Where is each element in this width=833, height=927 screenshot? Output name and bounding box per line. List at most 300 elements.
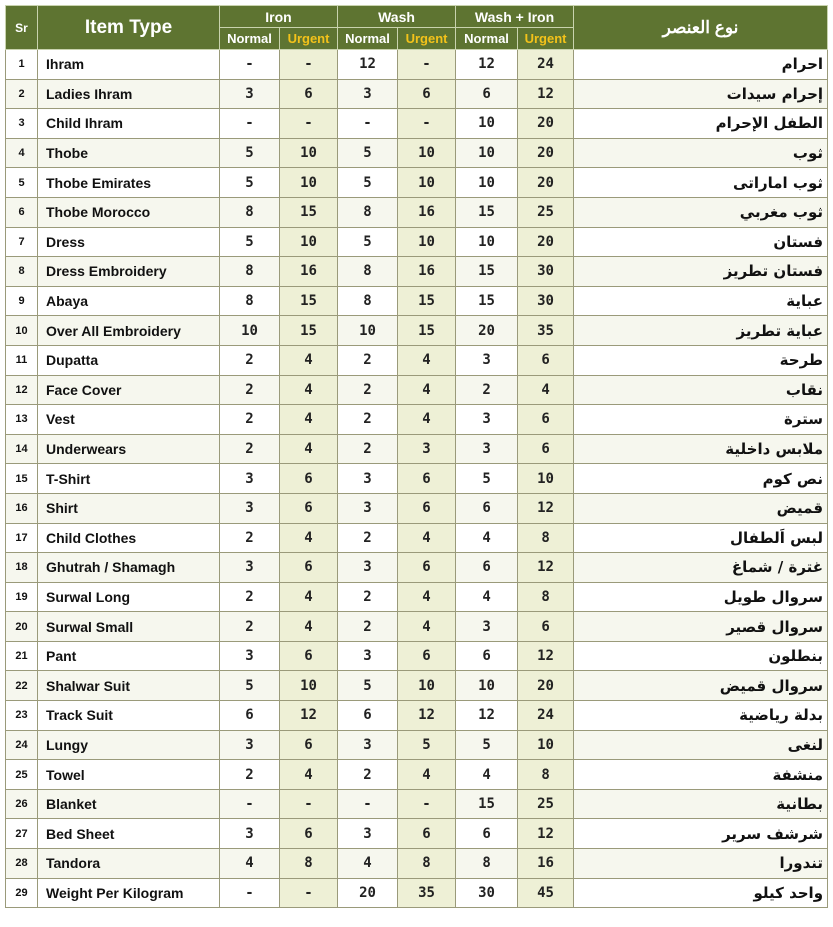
header-wash-iron-normal: Normal xyxy=(456,28,518,50)
wash-iron-urgent-price: 35 xyxy=(518,316,574,346)
iron-normal-price: 5 xyxy=(220,168,280,198)
wash-urgent-price: 6 xyxy=(398,819,456,849)
wash-iron-normal-price: 5 xyxy=(456,730,518,760)
header-wash-normal: Normal xyxy=(338,28,398,50)
wash-iron-urgent-price: 20 xyxy=(518,671,574,701)
item-name: Dupatta xyxy=(38,345,220,375)
wash-normal-price: 3 xyxy=(338,493,398,523)
wash-iron-normal-price: 8 xyxy=(456,849,518,879)
item-name-arabic: لبس اَلطفال xyxy=(574,523,828,553)
wash-normal-price: 2 xyxy=(338,434,398,464)
row-sr: 27 xyxy=(6,819,38,849)
wash-iron-urgent-price: 30 xyxy=(518,286,574,316)
iron-urgent-price: 10 xyxy=(280,227,338,257)
wash-iron-urgent-price: 25 xyxy=(518,789,574,819)
price-list xyxy=(5,5,827,908)
wash-urgent-price: - xyxy=(398,789,456,819)
iron-normal-price: 2 xyxy=(220,612,280,642)
iron-urgent-price: 6 xyxy=(280,819,338,849)
item-name-arabic: سروال قميض xyxy=(574,671,828,701)
row-sr: 7 xyxy=(6,227,38,257)
wash-iron-urgent-price: 6 xyxy=(518,434,574,464)
row-sr: 11 xyxy=(6,345,38,375)
table-row xyxy=(6,257,828,287)
table-row xyxy=(6,760,828,790)
header-item-type: Item Type xyxy=(38,6,220,50)
wash-urgent-price: 35 xyxy=(398,878,456,908)
wash-iron-normal-price: 4 xyxy=(456,523,518,553)
iron-urgent-price: 16 xyxy=(280,257,338,287)
row-sr: 16 xyxy=(6,493,38,523)
wash-urgent-price: 6 xyxy=(398,464,456,494)
wash-urgent-price: 10 xyxy=(398,671,456,701)
wash-urgent-price: 4 xyxy=(398,612,456,642)
wash-urgent-price: 10 xyxy=(398,168,456,198)
row-sr: 22 xyxy=(6,671,38,701)
header-arabic-item-type: نوع العنصر xyxy=(574,6,828,50)
wash-iron-urgent-price: 24 xyxy=(518,50,574,80)
table-row xyxy=(6,730,828,760)
item-name-arabic: احرام xyxy=(574,50,828,80)
item-name: Ladies Ihram xyxy=(38,79,220,109)
iron-urgent-price: 4 xyxy=(280,434,338,464)
iron-urgent-price: 4 xyxy=(280,612,338,642)
wash-urgent-price: - xyxy=(398,109,456,139)
wash-normal-price: 8 xyxy=(338,286,398,316)
wash-iron-normal-price: 3 xyxy=(456,405,518,435)
iron-normal-price: 5 xyxy=(220,671,280,701)
item-name-arabic: منشفة xyxy=(574,760,828,790)
iron-normal-price: 3 xyxy=(220,79,280,109)
wash-iron-urgent-price: 8 xyxy=(518,582,574,612)
row-sr: 4 xyxy=(6,138,38,168)
table-row xyxy=(6,197,828,227)
wash-iron-normal-price: 10 xyxy=(456,168,518,198)
item-name: T-Shirt xyxy=(38,464,220,494)
wash-iron-normal-price: 12 xyxy=(456,701,518,731)
row-sr: 18 xyxy=(6,553,38,583)
iron-urgent-price: - xyxy=(280,50,338,80)
row-sr: 10 xyxy=(6,316,38,346)
wash-iron-normal-price: 6 xyxy=(456,553,518,583)
wash-urgent-price: 6 xyxy=(398,79,456,109)
wash-iron-urgent-price: 10 xyxy=(518,730,574,760)
wash-normal-price: 5 xyxy=(338,227,398,257)
iron-normal-price: 2 xyxy=(220,760,280,790)
item-name-arabic: سروال قصير xyxy=(574,612,828,642)
wash-urgent-price: 8 xyxy=(398,849,456,879)
table-row xyxy=(6,849,828,879)
wash-iron-normal-price: 10 xyxy=(456,109,518,139)
wash-normal-price: - xyxy=(338,109,398,139)
item-name: Child Clothes xyxy=(38,523,220,553)
wash-iron-urgent-price: 30 xyxy=(518,257,574,287)
wash-urgent-price: 15 xyxy=(398,316,456,346)
table-row xyxy=(6,405,828,435)
header-iron-urgent: Urgent xyxy=(280,28,338,50)
item-name-arabic: ثوب xyxy=(574,138,828,168)
wash-iron-normal-price: 10 xyxy=(456,671,518,701)
table-row xyxy=(6,878,828,908)
iron-normal-price: 3 xyxy=(220,493,280,523)
row-sr: 6 xyxy=(6,197,38,227)
item-name: Vest xyxy=(38,405,220,435)
item-name-arabic: قميض xyxy=(574,493,828,523)
item-name: Track Suit xyxy=(38,701,220,731)
wash-iron-normal-price: 15 xyxy=(456,789,518,819)
wash-urgent-price: 4 xyxy=(398,345,456,375)
wash-normal-price: 2 xyxy=(338,405,398,435)
wash-normal-price: 3 xyxy=(338,730,398,760)
wash-urgent-price: 3 xyxy=(398,434,456,464)
row-sr: 23 xyxy=(6,701,38,731)
item-name-arabic: لنغى xyxy=(574,730,828,760)
item-name: Blanket xyxy=(38,789,220,819)
wash-iron-urgent-price: 8 xyxy=(518,523,574,553)
iron-urgent-price: 15 xyxy=(280,286,338,316)
table-row xyxy=(6,493,828,523)
wash-iron-normal-price: 5 xyxy=(456,464,518,494)
row-sr: 14 xyxy=(6,434,38,464)
wash-iron-normal-price: 10 xyxy=(456,227,518,257)
wash-urgent-price: 4 xyxy=(398,405,456,435)
row-sr: 17 xyxy=(6,523,38,553)
row-sr: 20 xyxy=(6,612,38,642)
wash-urgent-price: 4 xyxy=(398,523,456,553)
header-wash-iron: Wash + Iron xyxy=(456,6,574,28)
item-name: Dress xyxy=(38,227,220,257)
header-iron: Iron xyxy=(220,6,338,28)
iron-urgent-price: 6 xyxy=(280,464,338,494)
row-sr: 28 xyxy=(6,849,38,879)
wash-urgent-price: 4 xyxy=(398,582,456,612)
wash-urgent-price: 4 xyxy=(398,760,456,790)
table-row xyxy=(6,671,828,701)
iron-normal-price: - xyxy=(220,109,280,139)
wash-iron-urgent-price: 20 xyxy=(518,109,574,139)
iron-normal-price: 4 xyxy=(220,849,280,879)
iron-normal-price: 10 xyxy=(220,316,280,346)
iron-urgent-price: 12 xyxy=(280,701,338,731)
wash-normal-price: - xyxy=(338,789,398,819)
iron-normal-price: 3 xyxy=(220,553,280,583)
item-name: Ihram xyxy=(38,50,220,80)
item-name: Underwears xyxy=(38,434,220,464)
table-row xyxy=(6,138,828,168)
item-name-arabic: طرحة xyxy=(574,345,828,375)
iron-urgent-price: 6 xyxy=(280,553,338,583)
wash-iron-urgent-price: 12 xyxy=(518,553,574,583)
wash-normal-price: 2 xyxy=(338,612,398,642)
iron-urgent-price: 6 xyxy=(280,730,338,760)
wash-iron-urgent-price: 12 xyxy=(518,641,574,671)
item-name-arabic: بنطلون xyxy=(574,641,828,671)
iron-normal-price: 8 xyxy=(220,197,280,227)
iron-urgent-price: 10 xyxy=(280,168,338,198)
header-wash-iron-urgent: Urgent xyxy=(518,28,574,50)
item-name: Over All Embroidery xyxy=(38,316,220,346)
item-name-arabic: سروال طويل xyxy=(574,582,828,612)
iron-urgent-price: - xyxy=(280,878,338,908)
wash-iron-urgent-price: 20 xyxy=(518,138,574,168)
row-sr: 2 xyxy=(6,79,38,109)
item-name: Pant xyxy=(38,641,220,671)
wash-normal-price: 3 xyxy=(338,79,398,109)
wash-normal-price: 3 xyxy=(338,553,398,583)
wash-iron-urgent-price: 12 xyxy=(518,493,574,523)
iron-normal-price: - xyxy=(220,50,280,80)
wash-iron-urgent-price: 12 xyxy=(518,819,574,849)
wash-iron-urgent-price: 12 xyxy=(518,79,574,109)
wash-iron-normal-price: 6 xyxy=(456,641,518,671)
header-sr: Sr xyxy=(6,6,38,50)
item-name: Towel xyxy=(38,760,220,790)
table-row xyxy=(6,523,828,553)
iron-urgent-price: 4 xyxy=(280,582,338,612)
wash-normal-price: 12 xyxy=(338,50,398,80)
wash-normal-price: 6 xyxy=(338,701,398,731)
wash-iron-normal-price: 15 xyxy=(456,286,518,316)
wash-normal-price: 2 xyxy=(338,582,398,612)
table-row xyxy=(6,109,828,139)
wash-iron-urgent-price: 4 xyxy=(518,375,574,405)
wash-urgent-price: 12 xyxy=(398,701,456,731)
table-row xyxy=(6,50,828,80)
wash-iron-normal-price: 4 xyxy=(456,760,518,790)
item-name: Tandora xyxy=(38,849,220,879)
table-row xyxy=(6,819,828,849)
wash-iron-normal-price: 3 xyxy=(456,434,518,464)
wash-urgent-price: 10 xyxy=(398,138,456,168)
wash-normal-price: 2 xyxy=(338,375,398,405)
wash-urgent-price: - xyxy=(398,50,456,80)
table-row xyxy=(6,227,828,257)
wash-normal-price: 20 xyxy=(338,878,398,908)
iron-normal-price: 2 xyxy=(220,405,280,435)
row-sr: 29 xyxy=(6,878,38,908)
item-name: Bed Sheet xyxy=(38,819,220,849)
wash-normal-price: 3 xyxy=(338,819,398,849)
wash-iron-normal-price: 6 xyxy=(456,493,518,523)
wash-iron-urgent-price: 16 xyxy=(518,849,574,879)
iron-urgent-price: 4 xyxy=(280,523,338,553)
iron-urgent-price: 6 xyxy=(280,493,338,523)
iron-urgent-price: 15 xyxy=(280,197,338,227)
wash-iron-normal-price: 15 xyxy=(456,257,518,287)
wash-iron-urgent-price: 6 xyxy=(518,612,574,642)
wash-urgent-price: 16 xyxy=(398,197,456,227)
row-sr: 12 xyxy=(6,375,38,405)
wash-iron-urgent-price: 25 xyxy=(518,197,574,227)
item-name: Face Cover xyxy=(38,375,220,405)
item-name: Shalwar Suit xyxy=(38,671,220,701)
item-name: Weight Per Kilogram xyxy=(38,878,220,908)
item-name-arabic: نقاب xyxy=(574,375,828,405)
row-sr: 9 xyxy=(6,286,38,316)
iron-normal-price: 2 xyxy=(220,523,280,553)
iron-urgent-price: 10 xyxy=(280,138,338,168)
item-name-arabic: فستان xyxy=(574,227,828,257)
row-sr: 5 xyxy=(6,168,38,198)
wash-urgent-price: 5 xyxy=(398,730,456,760)
item-name-arabic: بدلة رياضية xyxy=(574,701,828,731)
iron-normal-price: 6 xyxy=(220,701,280,731)
table-row xyxy=(6,612,828,642)
wash-iron-normal-price: 3 xyxy=(456,612,518,642)
iron-normal-price: 3 xyxy=(220,819,280,849)
wash-iron-normal-price: 6 xyxy=(456,819,518,849)
wash-iron-urgent-price: 20 xyxy=(518,227,574,257)
wash-iron-urgent-price: 10 xyxy=(518,464,574,494)
item-name-arabic: بطانية xyxy=(574,789,828,819)
item-name: Abaya xyxy=(38,286,220,316)
item-name-arabic: فستان تطريز xyxy=(574,257,828,287)
wash-normal-price: 5 xyxy=(338,138,398,168)
row-sr: 13 xyxy=(6,405,38,435)
row-sr: 1 xyxy=(6,50,38,80)
wash-iron-urgent-price: 6 xyxy=(518,345,574,375)
wash-iron-normal-price: 20 xyxy=(456,316,518,346)
table-row xyxy=(6,316,828,346)
iron-normal-price: 2 xyxy=(220,582,280,612)
item-name: Surwal Small xyxy=(38,612,220,642)
item-name: Dress Embroidery xyxy=(38,257,220,287)
wash-normal-price: 8 xyxy=(338,257,398,287)
iron-normal-price: 3 xyxy=(220,641,280,671)
iron-normal-price: 8 xyxy=(220,257,280,287)
item-name: Surwal Long xyxy=(38,582,220,612)
table-row xyxy=(6,375,828,405)
iron-normal-price: - xyxy=(220,878,280,908)
item-name-arabic: عباية تطريز xyxy=(574,316,828,346)
iron-urgent-price: 4 xyxy=(280,760,338,790)
wash-iron-urgent-price: 45 xyxy=(518,878,574,908)
row-sr: 19 xyxy=(6,582,38,612)
wash-normal-price: 2 xyxy=(338,523,398,553)
wash-normal-price: 4 xyxy=(338,849,398,879)
iron-normal-price: 8 xyxy=(220,286,280,316)
row-sr: 26 xyxy=(6,789,38,819)
table-row xyxy=(6,701,828,731)
table-row xyxy=(6,79,828,109)
wash-iron-normal-price: 6 xyxy=(456,79,518,109)
wash-urgent-price: 16 xyxy=(398,257,456,287)
iron-normal-price: 3 xyxy=(220,730,280,760)
table-row xyxy=(6,345,828,375)
price-table xyxy=(5,5,828,908)
item-name-arabic: تندورا xyxy=(574,849,828,879)
header-wash: Wash xyxy=(338,6,456,28)
iron-normal-price: 3 xyxy=(220,464,280,494)
item-name: Thobe Emirates xyxy=(38,168,220,198)
table-row xyxy=(6,464,828,494)
wash-urgent-price: 6 xyxy=(398,641,456,671)
iron-urgent-price: 8 xyxy=(280,849,338,879)
table-row xyxy=(6,553,828,583)
wash-normal-price: 10 xyxy=(338,316,398,346)
table-row xyxy=(6,789,828,819)
wash-normal-price: 2 xyxy=(338,760,398,790)
iron-normal-price: 2 xyxy=(220,375,280,405)
table-body xyxy=(6,50,828,908)
wash-urgent-price: 15 xyxy=(398,286,456,316)
wash-iron-normal-price: 10 xyxy=(456,138,518,168)
wash-normal-price: 5 xyxy=(338,671,398,701)
table-row xyxy=(6,286,828,316)
item-name-arabic: شرشف سرير xyxy=(574,819,828,849)
item-name-arabic: غترة / شماغ xyxy=(574,553,828,583)
row-sr: 24 xyxy=(6,730,38,760)
wash-iron-normal-price: 3 xyxy=(456,345,518,375)
iron-urgent-price: 15 xyxy=(280,316,338,346)
iron-normal-price: 5 xyxy=(220,227,280,257)
row-sr: 3 xyxy=(6,109,38,139)
item-name-arabic: إحرام سيدات xyxy=(574,79,828,109)
item-name: Thobe xyxy=(38,138,220,168)
wash-urgent-price: 10 xyxy=(398,227,456,257)
table-row xyxy=(6,434,828,464)
item-name-arabic: سترة xyxy=(574,405,828,435)
iron-urgent-price: 4 xyxy=(280,405,338,435)
wash-iron-urgent-price: 8 xyxy=(518,760,574,790)
item-name-arabic: الطفل الإحرام xyxy=(574,109,828,139)
wash-normal-price: 8 xyxy=(338,197,398,227)
wash-iron-normal-price: 2 xyxy=(456,375,518,405)
iron-normal-price: 5 xyxy=(220,138,280,168)
header-iron-normal: Normal xyxy=(220,28,280,50)
item-name-arabic: ثوب مغربي xyxy=(574,197,828,227)
row-sr: 25 xyxy=(6,760,38,790)
item-name-arabic: واحد كيلو xyxy=(574,878,828,908)
wash-iron-urgent-price: 24 xyxy=(518,701,574,731)
iron-urgent-price: 10 xyxy=(280,671,338,701)
wash-iron-normal-price: 30 xyxy=(456,878,518,908)
iron-normal-price: - xyxy=(220,789,280,819)
item-name-arabic: ملابس داخلية xyxy=(574,434,828,464)
iron-urgent-price: - xyxy=(280,789,338,819)
item-name: Ghutrah / Shamagh xyxy=(38,553,220,583)
wash-iron-normal-price: 4 xyxy=(456,582,518,612)
iron-normal-price: 2 xyxy=(220,434,280,464)
row-sr: 8 xyxy=(6,257,38,287)
iron-urgent-price: 6 xyxy=(280,641,338,671)
wash-normal-price: 5 xyxy=(338,168,398,198)
item-name: Child Ihram xyxy=(38,109,220,139)
header-wash-urgent: Urgent xyxy=(398,28,456,50)
iron-normal-price: 2 xyxy=(220,345,280,375)
item-name-arabic: نص كوم xyxy=(574,464,828,494)
table-header xyxy=(6,6,828,50)
table-row xyxy=(6,582,828,612)
iron-urgent-price: 6 xyxy=(280,79,338,109)
wash-normal-price: 2 xyxy=(338,345,398,375)
wash-urgent-price: 6 xyxy=(398,493,456,523)
wash-iron-urgent-price: 20 xyxy=(518,168,574,198)
wash-iron-normal-price: 12 xyxy=(456,50,518,80)
wash-iron-normal-price: 15 xyxy=(456,197,518,227)
item-name-arabic: ثوب اماراتى xyxy=(574,168,828,198)
iron-urgent-price: - xyxy=(280,109,338,139)
table-row xyxy=(6,168,828,198)
iron-urgent-price: 4 xyxy=(280,345,338,375)
row-sr: 15 xyxy=(6,464,38,494)
wash-iron-urgent-price: 6 xyxy=(518,405,574,435)
item-name: Thobe Morocco xyxy=(38,197,220,227)
item-name-arabic: عباية xyxy=(574,286,828,316)
table-row xyxy=(6,641,828,671)
wash-urgent-price: 4 xyxy=(398,375,456,405)
wash-urgent-price: 6 xyxy=(398,553,456,583)
